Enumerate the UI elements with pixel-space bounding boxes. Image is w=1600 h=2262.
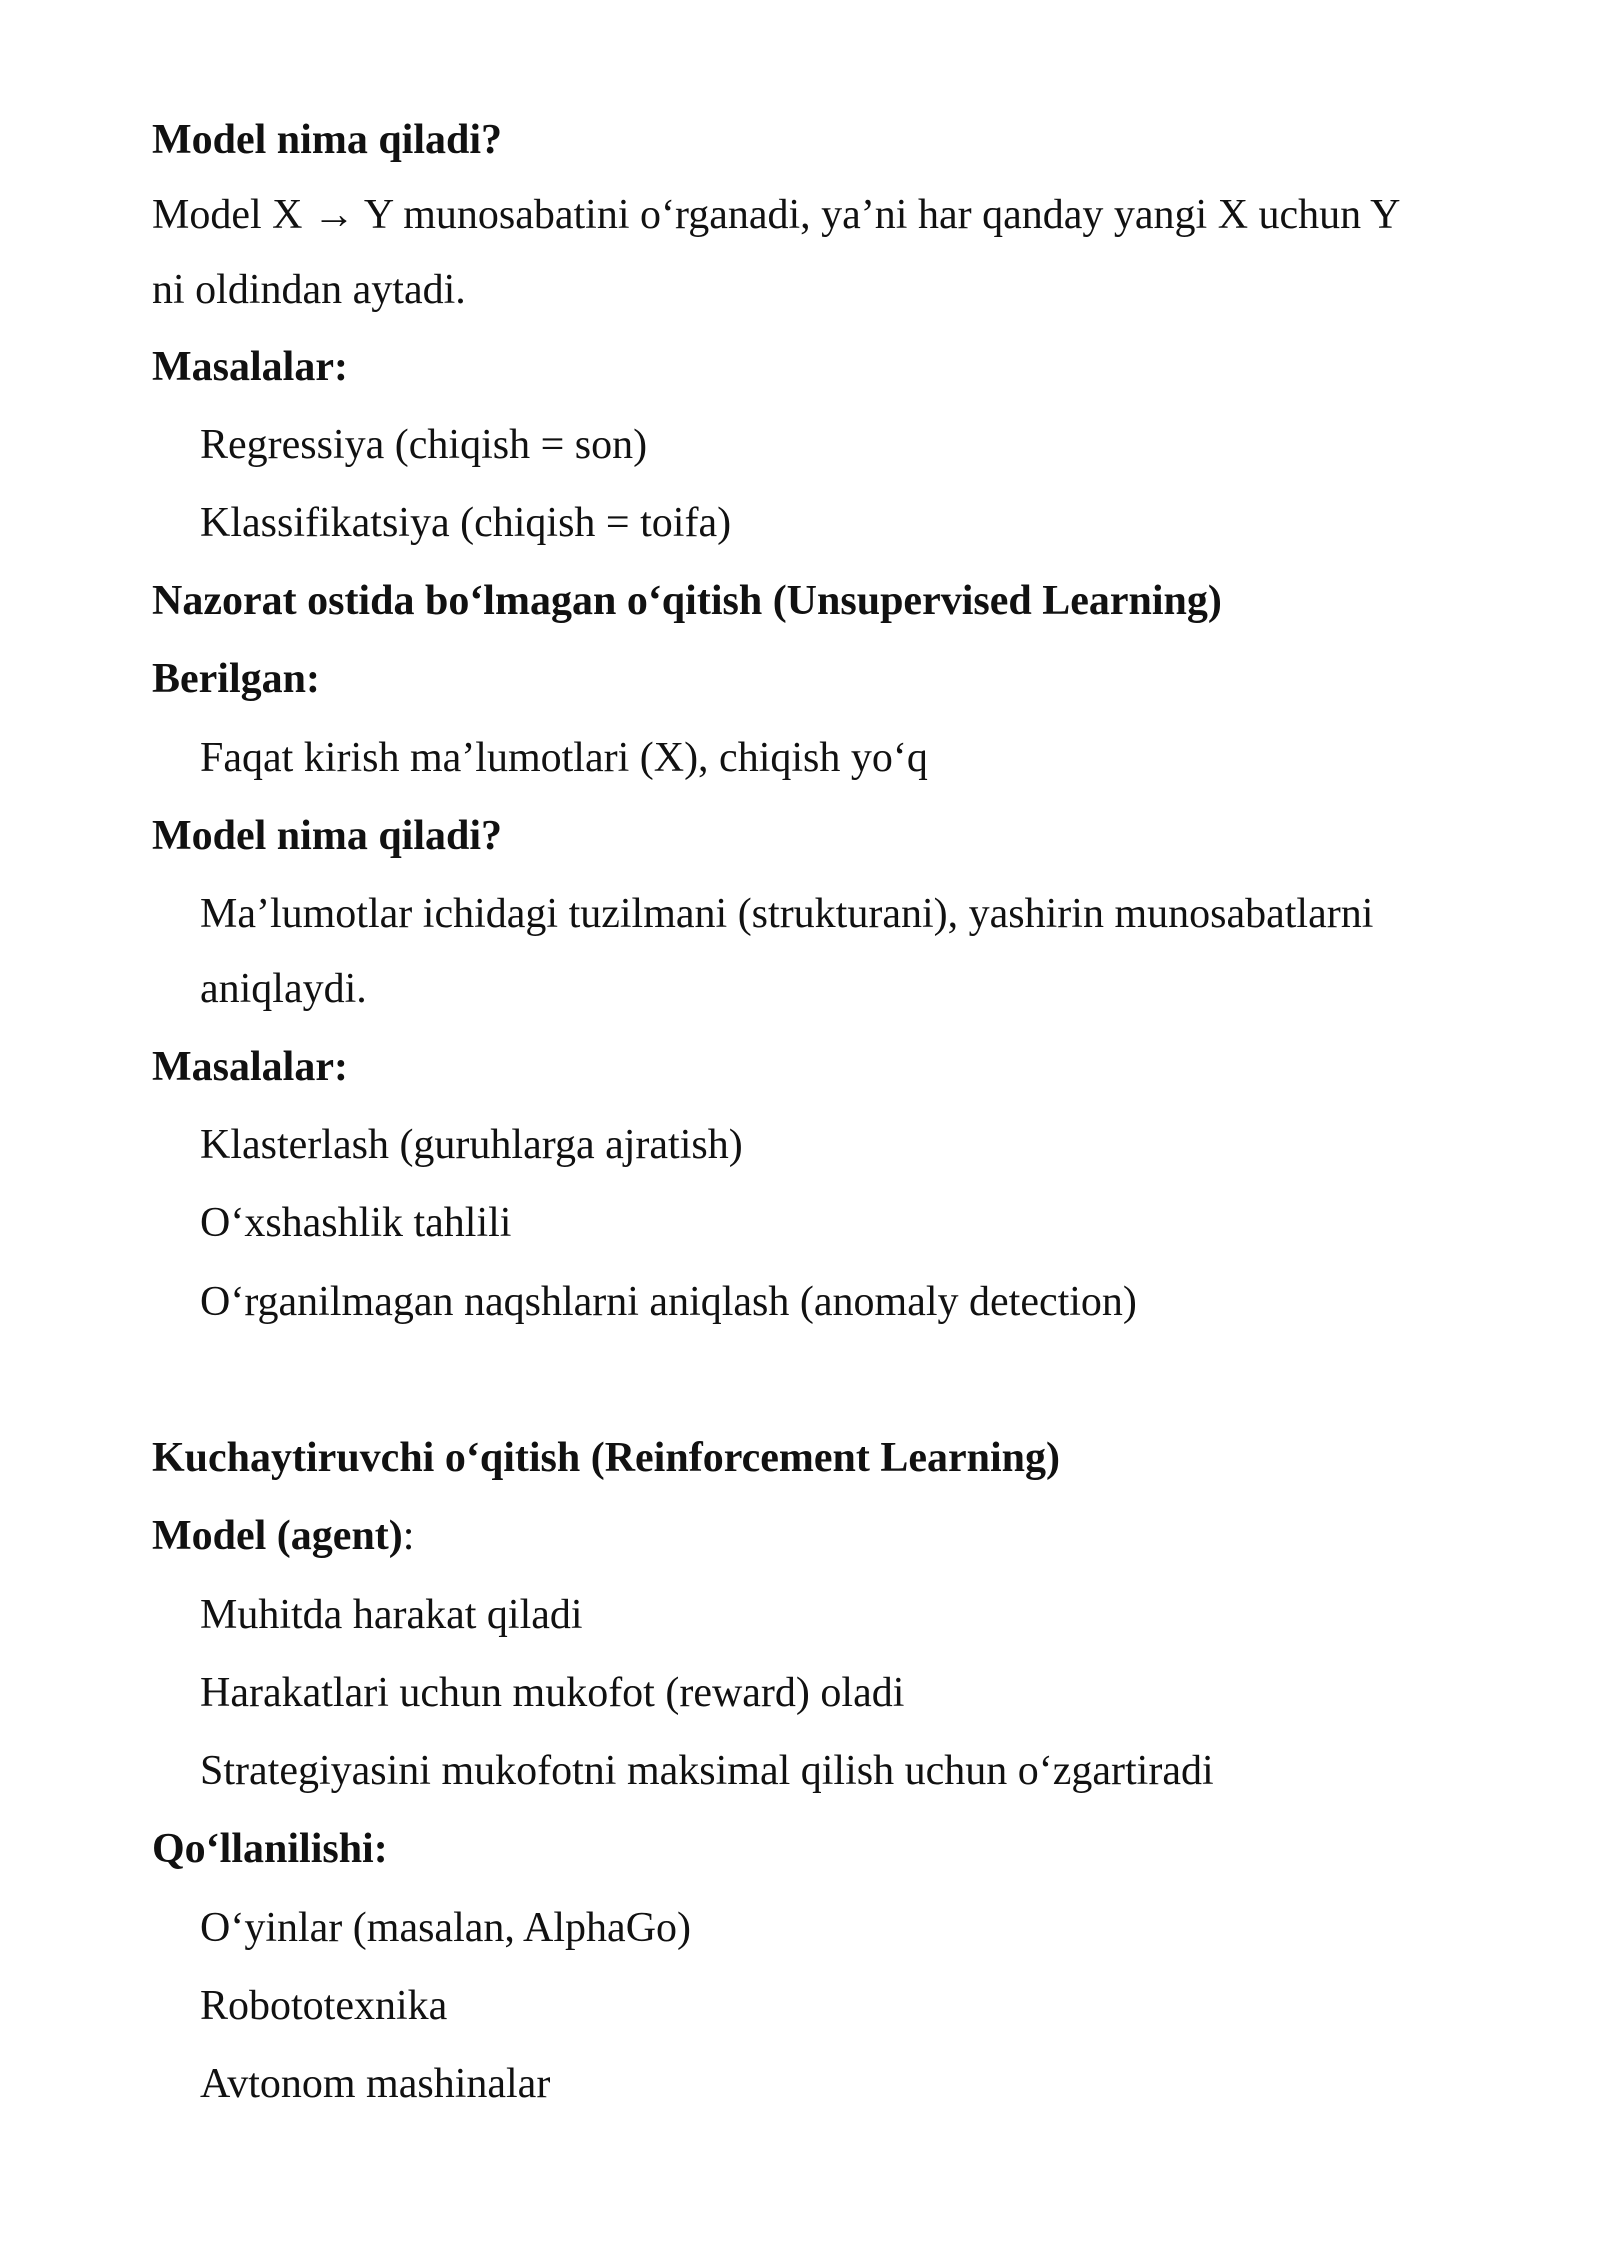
- list-item: Strategiyasini mukofotni maksimal qilish uchun o‘zgartiradi: [200, 1748, 1214, 1794]
- list-item: Muhitda harakat qiladi: [200, 1592, 583, 1638]
- list-item: O‘xshashlik tahlili: [200, 1200, 512, 1246]
- heading-agent: [152, 1510, 414, 1562]
- heading-agent-label: Model (agent): [152, 1513, 403, 1559]
- paragraph-line: ni oldindan aytadi.: [152, 267, 466, 313]
- heading-agent-colon: :: [402, 1513, 415, 1559]
- list-item: Klassifikatsiya (chiqish = toifa): [200, 500, 732, 546]
- list-item: Faqat kirish ma’lumotlari (X), chiqish yo‘q: [200, 735, 928, 781]
- list-item: Regressiya (chiqish = son): [200, 422, 648, 468]
- heading-applications: Qo‘llanilishi:: [152, 1826, 388, 1872]
- heading-tasks: Masalalar:: [152, 1044, 348, 1090]
- heading-model-task: Model nima qiladi?: [152, 813, 503, 859]
- paragraph-line: Model X → Y munosabatini o‘rganadi, ya’ni har qanday yangi X uchun Y: [152, 192, 1401, 238]
- heading-given: Berilgan:: [152, 656, 320, 702]
- paragraph-line: Ma’lumotlar ichidagi tuzilmani (strukturani), yashirin munosabatlarni: [200, 891, 1374, 937]
- paragraph-line: aniqlaydi.: [200, 966, 367, 1012]
- list-item: Klasterlash (guruhlarga ajratish): [200, 1122, 743, 1168]
- section-title-unsupervised: Nazorat ostida bo‘lmagan o‘qitish (Unsupervised Learning): [152, 578, 1222, 624]
- list-item: Harakatlari uchun mukofot (reward) oladi: [200, 1670, 905, 1716]
- list-item: O‘yinlar (masalan, AlphaGo): [200, 1905, 692, 1951]
- list-item: Robototexnika: [200, 1983, 448, 2029]
- heading-model-task: Model nima qiladi?: [152, 117, 503, 163]
- list-item: O‘rganilmagan naqshlarni aniqlash (anomaly detection): [200, 1279, 1137, 1325]
- heading-tasks: Masalalar:: [152, 344, 348, 390]
- list-item: Avtonom mashinalar: [200, 2061, 551, 2107]
- section-title-reinforcement: Kuchaytiruvchi o‘qitish (Reinforcement Learning): [152, 1435, 1061, 1481]
